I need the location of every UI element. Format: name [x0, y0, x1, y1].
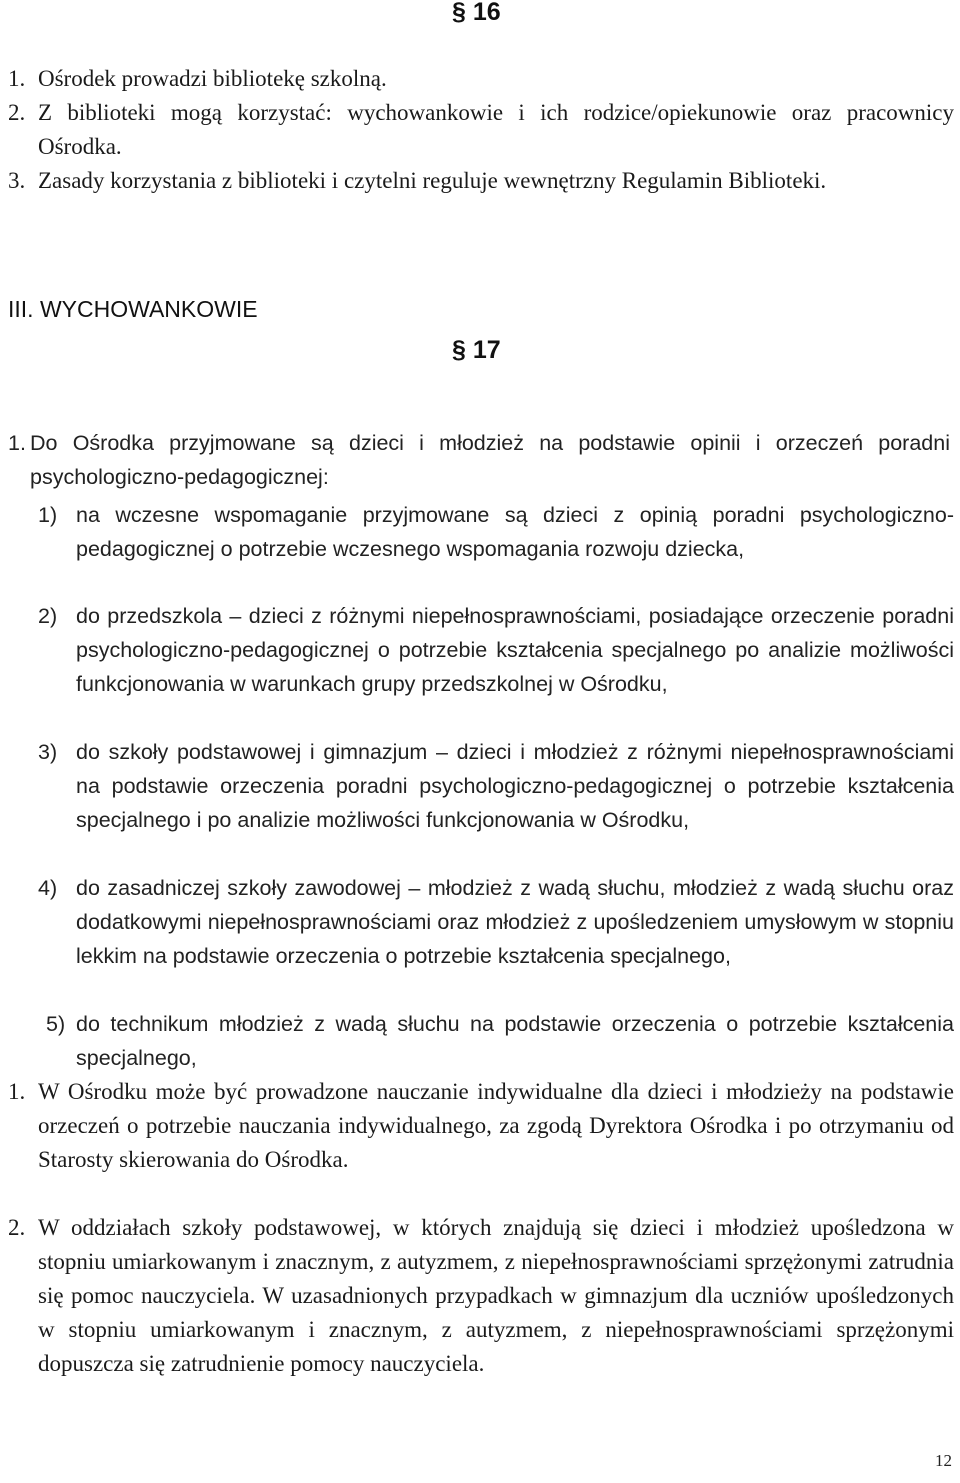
sub-item-text: do zasadniczej szkoły zawodowej – młodzież z wadą słuchu, młodzież z wadą słuchu oraz dodatkowymi niepełnosprawnościami oraz młodzież z upośledzeniem umysłowym w stopniu lekkim na podstawie orzeczenia o potrzebie kształcenia specjalnego, — [76, 876, 954, 968]
sub-item-number: 4) — [38, 876, 58, 900]
intro-text-content: Do Ośrodka przyjmowane są dzieci i młodzież na podstawie opinii i orzeczeń poradni psychologiczno-pedagogicznej: — [30, 431, 950, 489]
sub-item-text: na wczesne wspomaganie przyjmowane są dzieci z opinią poradni psychologiczno-pedagogicznej o potrzebie wczesnego wspomagania rozwoju dziecka, — [76, 503, 954, 561]
sub-item-text: do technikum młodzież z wadą słuchu na podstawie orzeczenia o potrzebie kształcenia specjalnego, — [76, 1012, 954, 1070]
list-item-text: Ośrodek prowadzi bibliotekę szkolną. — [38, 66, 387, 91]
intro-text — [30, 426, 950, 494]
list-item-number: 1. — [8, 1079, 26, 1104]
list-item-number: 2. — [8, 1215, 26, 1240]
list-item-text: Zasady korzystania z biblioteki i czytelni reguluje wewnętrzny Regulamin Biblioteki. — [38, 168, 827, 193]
section-17-mark: § 17 — [452, 336, 501, 364]
list-item-text: Z biblioteki mogą korzystać: wychowankowie i ich rodzice/opiekunowie oraz pracownicy Ośrodka. — [38, 100, 954, 159]
sub-item-number: 3) — [38, 740, 58, 764]
list-item-text: W Ośrodku może być prowadzone nauczanie indywidualne dla dzieci i młodzieży na podstawie orzeczeń o potrzebie nauczania indywidualnego, za zgodą Dyrektora Ośrodka i po otrzymaniu od Starosty skierowania do Ośrodka. — [38, 1079, 954, 1172]
section-16-mark: § 16 — [452, 0, 501, 26]
sub-item-text: do szkoły podstawowej i gimnazjum – dzieci i młodzież z różnymi niepełnosprawnościami na podstawie orzeczenia poradni psychologiczno-pedagogicznej o potrzebie kształcenia specjalnego i po analizie możliwości funkcjonowania w Ośrodku, — [76, 740, 954, 832]
list-item-number: 1. — [8, 66, 26, 91]
sub-item-number: 1) — [38, 503, 58, 527]
sub-item-number: 2) — [38, 604, 58, 628]
page-number: 12 — [935, 1451, 952, 1470]
chapter-heading: III. WYCHOWANKOWIE — [8, 296, 258, 322]
list-item-number: 3. — [8, 168, 26, 193]
sub-item-number: 5) — [46, 1012, 66, 1036]
list-item-text: W oddziałach szkoły podstawowej, w których znajdują się dzieci i młodzież upośledzona w stopniu umiarkowanym i znacznym, z autyzmem, z niepełnosprawnościami sprzężonymi zatrudnia się pomoc nauczyciela. W uzasadnionych przypadkach w gimnazjum dla uczniów upośledzonych w stopniu umiarkowanym i znacznym, z autyzmem, z niepełnosprawnościami sprzężonymi dopuszcza się zatrudnienie pomocy nauczyciela. — [38, 1215, 954, 1376]
sub-item-text: do przedszkola – dzieci z różnymi niepełnosprawnościami, posiadające orzeczenie poradni psychologiczno-pedagogicznej o potrzebie kształcenia specjalnego po analizie możliwości funkcjonowania w warunkach grupy przedszkolnej w Ośrodku, — [76, 604, 954, 696]
list-item-number: 1. — [8, 431, 26, 455]
list-item-number: 2. — [8, 100, 26, 125]
